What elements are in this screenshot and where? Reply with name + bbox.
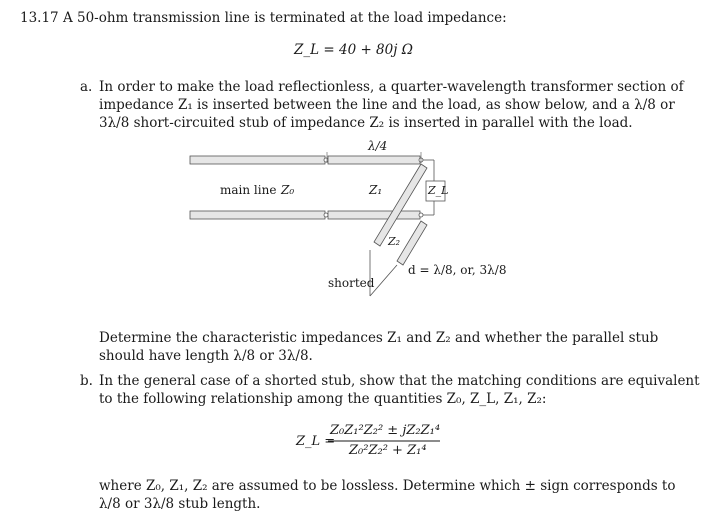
- formula-numerator: Z₀Z₁²Z₂² ± jZ₂Z₁⁴: [330, 423, 441, 438]
- closing-line-2: λ/8 or 3λ/8 stub length.: [99, 496, 261, 512]
- shorted-label: shorted: [328, 276, 375, 290]
- formula-denominator: Z₀²Z₂² + Z₁⁴: [349, 443, 427, 458]
- z0-label: Z₀: [281, 183, 295, 197]
- formula-lhs: Z_L =: [296, 434, 336, 449]
- junction-dot: [419, 213, 423, 217]
- part-b-line-2: to the following relationship among the quantities Z₀, Z_L, Z₁, Z₂:: [99, 391, 547, 407]
- z1-label: Z₁: [369, 183, 383, 197]
- part-a-question-2: should have length λ/8 or 3λ/8.: [99, 348, 313, 364]
- z2-label: Z₂: [388, 235, 401, 248]
- quarter-wave-lower-conductor: [328, 211, 420, 219]
- fraction-bar: [328, 440, 440, 442]
- stub-length-label: d = λ/8, or, 3λ/8: [408, 263, 507, 277]
- junction-dot: [324, 158, 328, 162]
- part-a-question-1: Determine the characteristic impedances Z₁ and Z₂ and whether the parallel stub: [99, 330, 659, 346]
- problem-intro: A 50-ohm transmission line is terminated at the load impedance:: [62, 10, 507, 26]
- quarter-wave-upper-conductor: [328, 156, 420, 164]
- part-a-label: a.: [80, 79, 93, 95]
- main-line-lower-conductor: [190, 211, 325, 219]
- junction-dot: [324, 213, 328, 217]
- closing-line-1: where Z₀, Z₁, Z₂ are assumed to be lossless. Determine which ± sign corresponds to: [99, 478, 676, 494]
- main-line-upper-conductor: [190, 156, 325, 164]
- part-a-line-3: 3λ/8 short-circuited stub of impedance Z₂ is inserted in parallel with the load.: [99, 115, 633, 131]
- part-a-line-2: impedance Z₁ is inserted between the line and the load, as show below, and a λ/8 or: [99, 97, 675, 113]
- load-equation: Z_L = 40 + 80j Ω: [294, 42, 413, 58]
- problem-number: 13.17: [20, 10, 59, 26]
- part-b-line-1: In the general case of a shorted stub, show that the matching conditions are equivalent: [99, 373, 700, 389]
- stub-lower-conductor: [397, 221, 427, 265]
- zl-label: Z_L: [428, 184, 449, 197]
- main-line-label: main line: [220, 183, 277, 197]
- part-b-label: b.: [80, 373, 93, 389]
- quarter-wave-label: λ/4: [368, 139, 388, 153]
- part-a-line-1: In order to make the load reflectionless, a quarter-wavelength transformer section of: [99, 79, 684, 95]
